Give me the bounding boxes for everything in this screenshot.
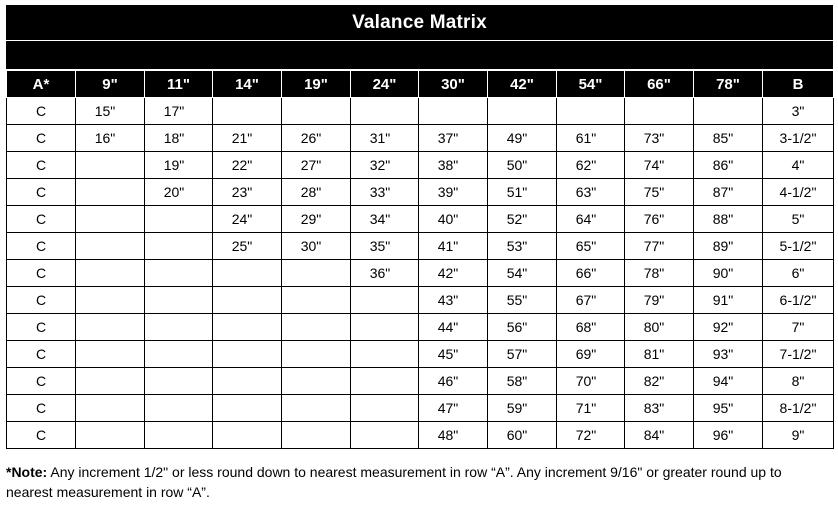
cell-value: 7-1/2" (779, 346, 817, 362)
cell-value: 9" (791, 427, 805, 443)
measurement-cell (351, 314, 419, 341)
cell-value: 70" (575, 373, 597, 389)
column-header: 14" (213, 70, 282, 98)
cell-value: 54" (506, 265, 528, 281)
measurement-cell (557, 260, 625, 287)
measurement-cell (625, 179, 694, 206)
measurement-cell (625, 152, 694, 179)
measurement-cell (694, 125, 763, 152)
measurement-cell (625, 125, 694, 152)
cell-value: 88" (712, 211, 734, 227)
measurement-cell (557, 395, 625, 422)
measurement-cell (145, 98, 213, 125)
cell-value: 52" (506, 211, 528, 227)
b-value-cell (763, 341, 834, 368)
measurement-cell (145, 260, 213, 287)
measurement-cell (694, 152, 763, 179)
table-row (7, 233, 834, 260)
measurement-cell (625, 233, 694, 260)
measurement-cell (145, 233, 213, 260)
table-row (7, 98, 834, 125)
row-label-cell (7, 395, 76, 422)
measurement-cell (213, 314, 282, 341)
measurement-cell (213, 395, 282, 422)
measurement-cell (213, 125, 282, 152)
measurement-cell (76, 287, 145, 314)
measurement-cell (76, 206, 145, 233)
measurement-cell (145, 179, 213, 206)
measurement-cell (76, 260, 145, 287)
cell-value: 95" (712, 400, 734, 416)
measurement-cell (76, 422, 145, 449)
row-label-cell (7, 206, 76, 233)
cell-value: 4" (791, 157, 805, 173)
cell-value: C (35, 157, 47, 173)
measurement-cell (419, 260, 488, 287)
column-header: 30" (419, 70, 488, 98)
measurement-cell (419, 341, 488, 368)
cell-value: 82" (643, 373, 665, 389)
cell-value: 63" (575, 184, 597, 200)
column-header: 24" (351, 70, 419, 98)
cell-value: 5-1/2" (779, 238, 817, 254)
cell-value: 53" (506, 238, 528, 254)
table-row (7, 368, 834, 395)
cell-value: 74" (643, 157, 665, 173)
column-header: 9" (76, 70, 145, 98)
cell-value: 20" (163, 184, 185, 200)
table-row (7, 341, 834, 368)
b-value-cell (763, 368, 834, 395)
table-row (7, 287, 834, 314)
cell-value: C (35, 346, 47, 362)
measurement-cell (351, 341, 419, 368)
cell-value: 31" (369, 130, 391, 146)
measurement-cell (557, 233, 625, 260)
cell-value: 29" (300, 211, 322, 227)
measurement-cell (694, 179, 763, 206)
measurement-cell (213, 98, 282, 125)
measurement-cell (625, 206, 694, 233)
measurement-cell (557, 206, 625, 233)
measurement-cell (351, 260, 419, 287)
cell-value: 81" (643, 346, 665, 362)
footnote-label: *Note: (6, 464, 48, 480)
measurement-cell (282, 287, 351, 314)
cell-value: 78" (643, 265, 665, 281)
table-row (7, 422, 834, 449)
measurement-cell (419, 179, 488, 206)
measurement-cell (694, 98, 763, 125)
cell-value: 91" (712, 292, 734, 308)
measurement-cell (625, 260, 694, 287)
measurement-cell (625, 287, 694, 314)
measurement-cell (282, 260, 351, 287)
cell-value: C (35, 211, 47, 227)
measurement-cell (488, 341, 557, 368)
cell-value: 8" (791, 373, 805, 389)
table-row (7, 395, 834, 422)
cell-value: 79" (643, 292, 665, 308)
measurement-cell (625, 98, 694, 125)
measurement-cell (145, 395, 213, 422)
cell-value: 62" (575, 157, 597, 173)
measurement-cell (488, 422, 557, 449)
measurement-cell (488, 179, 557, 206)
cell-value: 69" (575, 346, 597, 362)
cell-value: 94" (712, 373, 734, 389)
measurement-cell (694, 260, 763, 287)
row-label-cell (7, 233, 76, 260)
measurement-cell (145, 287, 213, 314)
measurement-cell (76, 233, 145, 260)
measurement-cell (351, 98, 419, 125)
measurement-cell (351, 233, 419, 260)
title-spacer-bar (6, 40, 833, 69)
measurement-cell (282, 368, 351, 395)
row-label-cell (7, 314, 76, 341)
cell-value: 90" (712, 265, 734, 281)
table-row (7, 260, 834, 287)
measurement-cell (76, 341, 145, 368)
measurement-cell (145, 422, 213, 449)
cell-value: 42" (437, 265, 459, 281)
cell-value: 32" (369, 157, 391, 173)
b-value-cell (763, 233, 834, 260)
measurement-cell (213, 260, 282, 287)
cell-value: 57" (506, 346, 528, 362)
measurement-cell (213, 368, 282, 395)
column-header: 19" (282, 70, 351, 98)
measurement-cell (419, 98, 488, 125)
measurement-cell (145, 314, 213, 341)
b-value-cell (763, 395, 834, 422)
cell-value: C (35, 319, 47, 335)
measurement-cell (213, 206, 282, 233)
cell-value: C (35, 427, 47, 443)
measurement-cell (213, 152, 282, 179)
b-value-cell (763, 98, 834, 125)
measurement-cell (488, 98, 557, 125)
measurement-cell (557, 98, 625, 125)
measurement-cell (488, 152, 557, 179)
measurement-cell (145, 125, 213, 152)
row-label-cell (7, 287, 76, 314)
measurement-cell (488, 206, 557, 233)
cell-value: 5" (791, 211, 805, 227)
measurement-cell (76, 125, 145, 152)
cell-value: 85" (712, 130, 734, 146)
cell-value: 66" (575, 265, 597, 281)
measurement-cell (351, 368, 419, 395)
cell-value: 33" (369, 184, 391, 200)
cell-value: 64" (575, 211, 597, 227)
cell-value: 75" (643, 184, 665, 200)
measurement-cell (419, 287, 488, 314)
column-header: 54" (557, 70, 625, 98)
measurement-cell (282, 422, 351, 449)
cell-value: 93" (712, 346, 734, 362)
cell-value: 59" (506, 400, 528, 416)
valance-matrix (6, 5, 833, 449)
table-row (7, 125, 834, 152)
cell-value: 55" (506, 292, 528, 308)
b-value-cell (763, 125, 834, 152)
measurement-cell (282, 314, 351, 341)
measurement-cell (213, 341, 282, 368)
cell-value: 16" (94, 130, 116, 146)
measurement-cell (145, 206, 213, 233)
cell-value: C (35, 292, 47, 308)
measurement-cell (145, 152, 213, 179)
cell-value: 92" (712, 319, 734, 335)
cell-value: C (35, 103, 47, 119)
measurement-cell (282, 395, 351, 422)
cell-value: 58" (506, 373, 528, 389)
measurement-cell (694, 341, 763, 368)
measurement-cell (625, 395, 694, 422)
cell-value: 48" (437, 427, 459, 443)
measurement-cell (76, 152, 145, 179)
cell-value: 61" (575, 130, 597, 146)
row-label-cell (7, 341, 76, 368)
cell-value: 34" (369, 211, 391, 227)
row-label-cell (7, 98, 76, 125)
measurement-cell (282, 206, 351, 233)
cell-value: 73" (643, 130, 665, 146)
cell-value: C (35, 238, 47, 254)
measurement-cell (694, 206, 763, 233)
measurement-cell (213, 233, 282, 260)
cell-value: 46" (437, 373, 459, 389)
cell-value: 28" (300, 184, 322, 200)
measurement-cell (557, 422, 625, 449)
cell-value: 3-1/2" (779, 130, 817, 146)
measurement-cell (76, 98, 145, 125)
measurement-cell (694, 233, 763, 260)
measurement-cell (213, 422, 282, 449)
b-value-cell (763, 287, 834, 314)
b-value-cell (763, 260, 834, 287)
cell-value: 71" (575, 400, 597, 416)
cell-value: 4-1/2" (779, 184, 817, 200)
cell-value: 25" (231, 238, 253, 254)
cell-value: 56" (506, 319, 528, 335)
measurement-cell (351, 152, 419, 179)
measurement-cell (625, 314, 694, 341)
measurement-cell (213, 287, 282, 314)
b-value-cell (763, 314, 834, 341)
column-header: 11" (145, 70, 213, 98)
measurement-cell (419, 368, 488, 395)
measurement-cell (694, 287, 763, 314)
cell-value: 80" (643, 319, 665, 335)
cell-value: 18" (163, 130, 185, 146)
cell-value: 8-1/2" (779, 400, 817, 416)
column-header: A* (7, 70, 76, 98)
b-value-cell (763, 152, 834, 179)
b-value-cell (763, 206, 834, 233)
cell-value: 68" (575, 319, 597, 335)
cell-value: 6" (791, 265, 805, 281)
measurement-cell (557, 152, 625, 179)
cell-value: 38" (437, 157, 459, 173)
table-row (7, 206, 834, 233)
measurement-cell (282, 125, 351, 152)
cell-value: 40" (437, 211, 459, 227)
measurement-cell (76, 395, 145, 422)
cell-value: 39" (437, 184, 459, 200)
cell-value: 35" (369, 238, 391, 254)
measurement-cell (351, 422, 419, 449)
measurement-cell (488, 287, 557, 314)
cell-value: C (35, 130, 47, 146)
measurement-cell (282, 233, 351, 260)
measurement-cell (488, 260, 557, 287)
measurement-cell (488, 125, 557, 152)
row-label-cell (7, 152, 76, 179)
footnote-text: Any increment 1/2" or less round down to nearest measurement in row “A”. Any increment 9/16" or greater round up to nearest measurement in row “A”. (6, 464, 782, 500)
matrix-title: Valance Matrix (6, 5, 833, 40)
cell-value: 26" (300, 130, 322, 146)
measurement-cell (625, 422, 694, 449)
measurement-cell (557, 179, 625, 206)
b-value-cell (763, 422, 834, 449)
cell-value: 45" (437, 346, 459, 362)
measurement-cell (488, 233, 557, 260)
measurement-cell (282, 152, 351, 179)
cell-value: 86" (712, 157, 734, 173)
row-label-cell (7, 422, 76, 449)
measurement-cell (557, 314, 625, 341)
measurement-cell (282, 179, 351, 206)
cell-value: 37" (437, 130, 459, 146)
cell-value: 3" (791, 103, 805, 119)
cell-value: 21" (231, 130, 253, 146)
measurement-cell (625, 341, 694, 368)
cell-value: 24" (231, 211, 253, 227)
measurement-cell (419, 422, 488, 449)
measurement-cell (694, 422, 763, 449)
measurement-cell (557, 287, 625, 314)
cell-value: 43" (437, 292, 459, 308)
measurement-cell (557, 341, 625, 368)
column-header: 78" (694, 70, 763, 98)
cell-value: 72" (575, 427, 597, 443)
cell-value: 7" (791, 319, 805, 335)
cell-value: 22" (231, 157, 253, 173)
cell-value: 96" (712, 427, 734, 443)
measurement-cell (282, 98, 351, 125)
measurement-cell (694, 314, 763, 341)
cell-value: 89" (712, 238, 734, 254)
measurement-cell (419, 395, 488, 422)
measurement-cell (557, 368, 625, 395)
row-label-cell (7, 368, 76, 395)
measurement-cell (351, 206, 419, 233)
cell-value: 27" (300, 157, 322, 173)
measurement-cell (351, 395, 419, 422)
measurement-cell (213, 179, 282, 206)
row-label-cell (7, 125, 76, 152)
cell-value: C (35, 373, 47, 389)
cell-value: 17" (163, 103, 185, 119)
cell-value: C (35, 400, 47, 416)
cell-value: 47" (437, 400, 459, 416)
cell-value: 87" (712, 184, 734, 200)
measurement-cell (282, 341, 351, 368)
header-row (7, 70, 834, 98)
matrix-body (7, 98, 834, 449)
cell-value: 84" (643, 427, 665, 443)
cell-value: 19" (163, 157, 185, 173)
cell-value: C (35, 265, 47, 281)
measurement-cell (419, 314, 488, 341)
measurement-cell (145, 368, 213, 395)
cell-value: 6-1/2" (779, 292, 817, 308)
table-row (7, 152, 834, 179)
measurement-cell (76, 368, 145, 395)
measurement-cell (488, 314, 557, 341)
cell-value: 36" (369, 265, 391, 281)
row-label-cell (7, 179, 76, 206)
measurement-cell (351, 287, 419, 314)
measurement-cell (419, 206, 488, 233)
measurement-cell (419, 125, 488, 152)
measurement-cell (694, 368, 763, 395)
measurement-cell (351, 179, 419, 206)
row-label-cell (7, 260, 76, 287)
cell-value: 15" (94, 103, 116, 119)
table-row (7, 179, 834, 206)
measurement-cell (694, 395, 763, 422)
cell-value: 30" (300, 238, 322, 254)
cell-value: C (35, 184, 47, 200)
cell-value: 83" (643, 400, 665, 416)
cell-value: 77" (643, 238, 665, 254)
cell-value: 23" (231, 184, 253, 200)
measurement-cell (557, 125, 625, 152)
table-row (7, 314, 834, 341)
column-header: B (763, 70, 834, 98)
cell-value: 49" (506, 130, 528, 146)
measurement-cell (625, 368, 694, 395)
cell-value: 51" (506, 184, 528, 200)
measurement-cell (488, 395, 557, 422)
column-header: 42" (488, 70, 557, 98)
cell-value: 65" (575, 238, 597, 254)
column-header: 66" (625, 70, 694, 98)
measurement-cell (419, 152, 488, 179)
cell-value: 60" (506, 427, 528, 443)
measurement-cell (351, 125, 419, 152)
matrix-table (6, 69, 834, 449)
cell-value: 50" (506, 157, 528, 173)
measurement-cell (488, 368, 557, 395)
measurement-cell (145, 341, 213, 368)
cell-value: 67" (575, 292, 597, 308)
measurement-cell (419, 233, 488, 260)
cell-value: 76" (643, 211, 665, 227)
footnote (6, 462, 832, 502)
cell-value: 41" (437, 238, 459, 254)
b-value-cell (763, 179, 834, 206)
measurement-cell (76, 179, 145, 206)
measurement-cell (76, 314, 145, 341)
cell-value: 44" (437, 319, 459, 335)
